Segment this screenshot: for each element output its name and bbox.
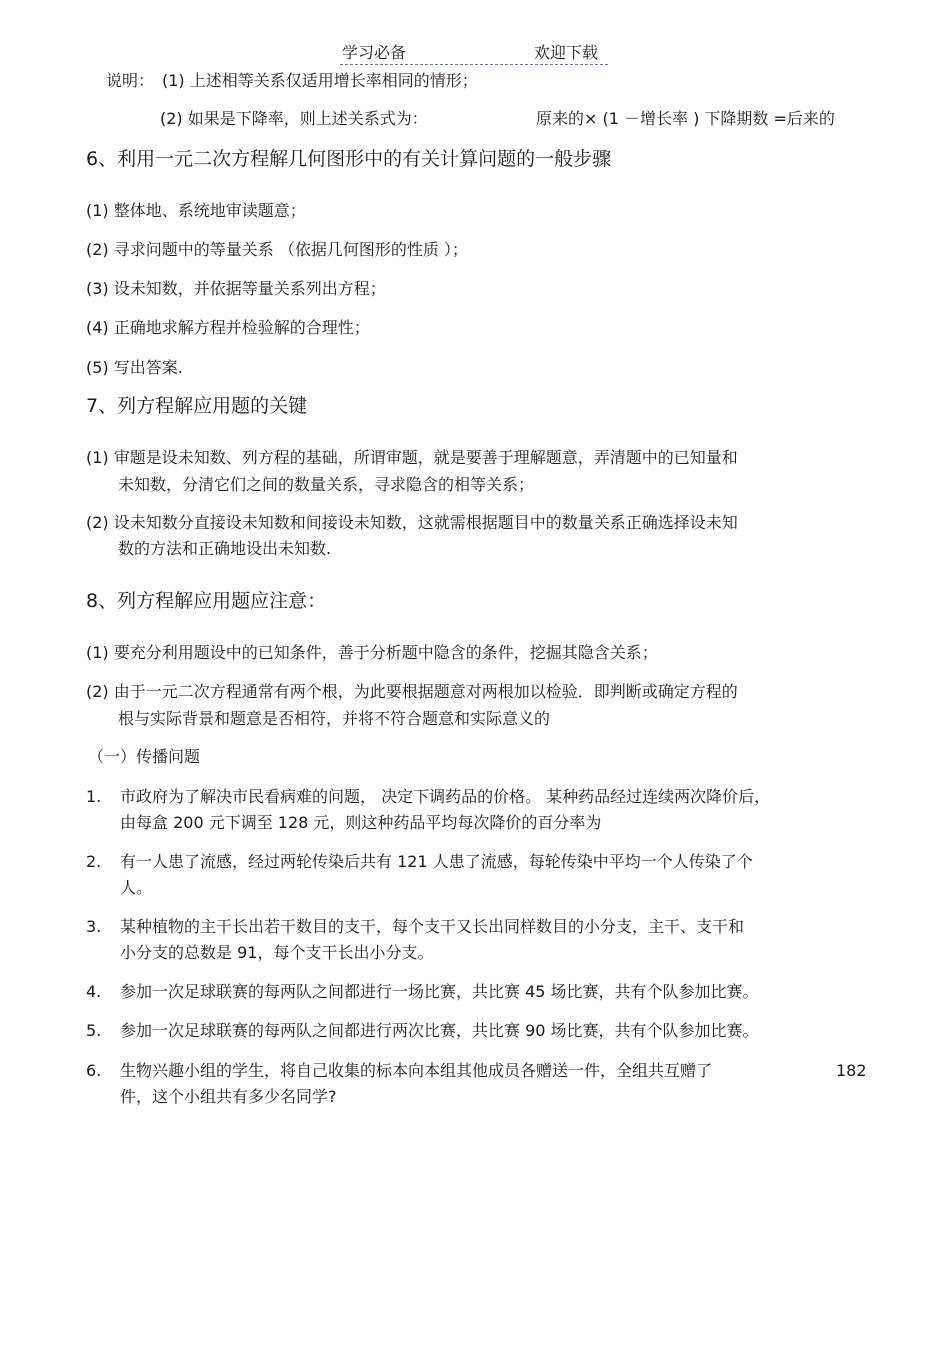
note-label: 说明： <box>106 71 155 90</box>
problem-number: 1. <box>86 787 102 806</box>
section-6-step: (3) 设未知数，并依据等量关系列出方程； <box>86 279 386 298</box>
note-line-2-a: (2) 如果是下降率，则上述关系式为： <box>160 109 428 128</box>
note-line-2-b: 原来的× (1 －增长率 ) 下降期数 =后来的 <box>536 109 835 128</box>
header-left-text: 学习必备 <box>342 43 407 62</box>
section-7-p1-line-a: (1) 审题是设未知数、列方程的基础，所谓审题，就是要善于理解题意，弄清题中的已知量和 <box>86 448 738 467</box>
problem-text-line-a: 有一人患了流感，经过两轮传染后共有 121 人患了流感，每轮传染中平均一个人传染了个 <box>120 852 753 871</box>
section-7-title: 7、列方程解应用题的关键 <box>86 395 308 417</box>
problem-number: 5. <box>86 1021 102 1040</box>
problem-number: 2. <box>86 852 102 871</box>
problem-text-line-a: 参加一次足球联赛的每两队之间都进行一场比赛，共比赛 45 场比赛，共有个队参加比赛。 <box>120 982 759 1001</box>
problem-text-line-a: 市政府为了解决市民看病难的问题， 决定下调药品的价格。 某种药品经过连续两次降价后， <box>120 787 771 806</box>
section-8-p1: (1) 要充分利用题设中的已知条件，善于分析题中隐含的条件，挖掘其隐含关系； <box>86 643 658 662</box>
problem-number: 3. <box>86 917 102 936</box>
section-6-step: (5) 写出答案. <box>86 358 183 377</box>
problem-number: 6. <box>86 1061 102 1080</box>
header-dashed-underline <box>340 64 608 65</box>
section-8-p2-line-a: (2) 由于一元二次方程通常有两个根，为此要根据题意对两根加以检验．即判断或确定方程的 <box>86 682 738 701</box>
section-6-step: (1) 整体地、系统地审读题意； <box>86 201 306 220</box>
section-7-p2-line-b: 数的方法和正确地设出未知数. <box>118 539 332 558</box>
problem-text-line-b: 件，这个小组共有多少名同学? <box>120 1087 337 1106</box>
section-6-step: (4) 正确地求解方程并检验解的合理性； <box>86 318 370 337</box>
problem-text-line-a: 参加一次足球联赛的每两队之间都进行两次比赛，共比赛 90 场比赛，共有个队参加比赛。 <box>120 1021 759 1040</box>
problem-text-line-a: 生物兴趣小组的学生，将自己收集的标本向本组其他成员各赠送一件，全组共互赠了 <box>120 1061 713 1080</box>
section-6-title: 6、利用一元二次方程解几何图形中的有关计算问题的一般步骤 <box>86 148 612 170</box>
header-right-text: 欢迎下载 <box>534 43 599 62</box>
problem-text-line-b: 由每盒 200 元下调至 128 元，则这种药品平均每次降价的百分率为 <box>120 813 602 832</box>
section-8-p2-line-b: 根与实际背景和题意是否相符，并将不符合题意和实际意义的 <box>118 709 551 728</box>
subsection-title: （一）传播问题 <box>88 747 201 766</box>
note-line-1: (1) 上述相等关系仅适用增长率相同的情形； <box>162 71 478 90</box>
section-7-p2-line-a: (2) 设未知数分直接设未知数和间接设未知数，这就需根据题目中的数量关系正确选择设未知 <box>86 513 738 532</box>
problem-text-line-a: 某种植物的主干长出若干数目的支干，每个支干又长出同样数目的小分支，主干、支干和 <box>120 917 745 936</box>
section-8-title: 8、列方程解应用题应注意： <box>86 590 327 612</box>
problem-text-line-b: 人。 <box>120 878 153 897</box>
problem-text-line-a-tail: 182 <box>836 1061 867 1080</box>
problem-number: 4. <box>86 982 102 1001</box>
problem-text-line-b: 小分支的总数是 91，每个支干长出小分支。 <box>120 943 434 962</box>
section-7-p1-line-b: 未知数，分清它们之间的数量关系，寻求隐含的相等关系； <box>118 475 535 494</box>
section-6-step: (2) 寻求问题中的等量关系 （依据几何图形的性质 ）； <box>86 240 468 259</box>
